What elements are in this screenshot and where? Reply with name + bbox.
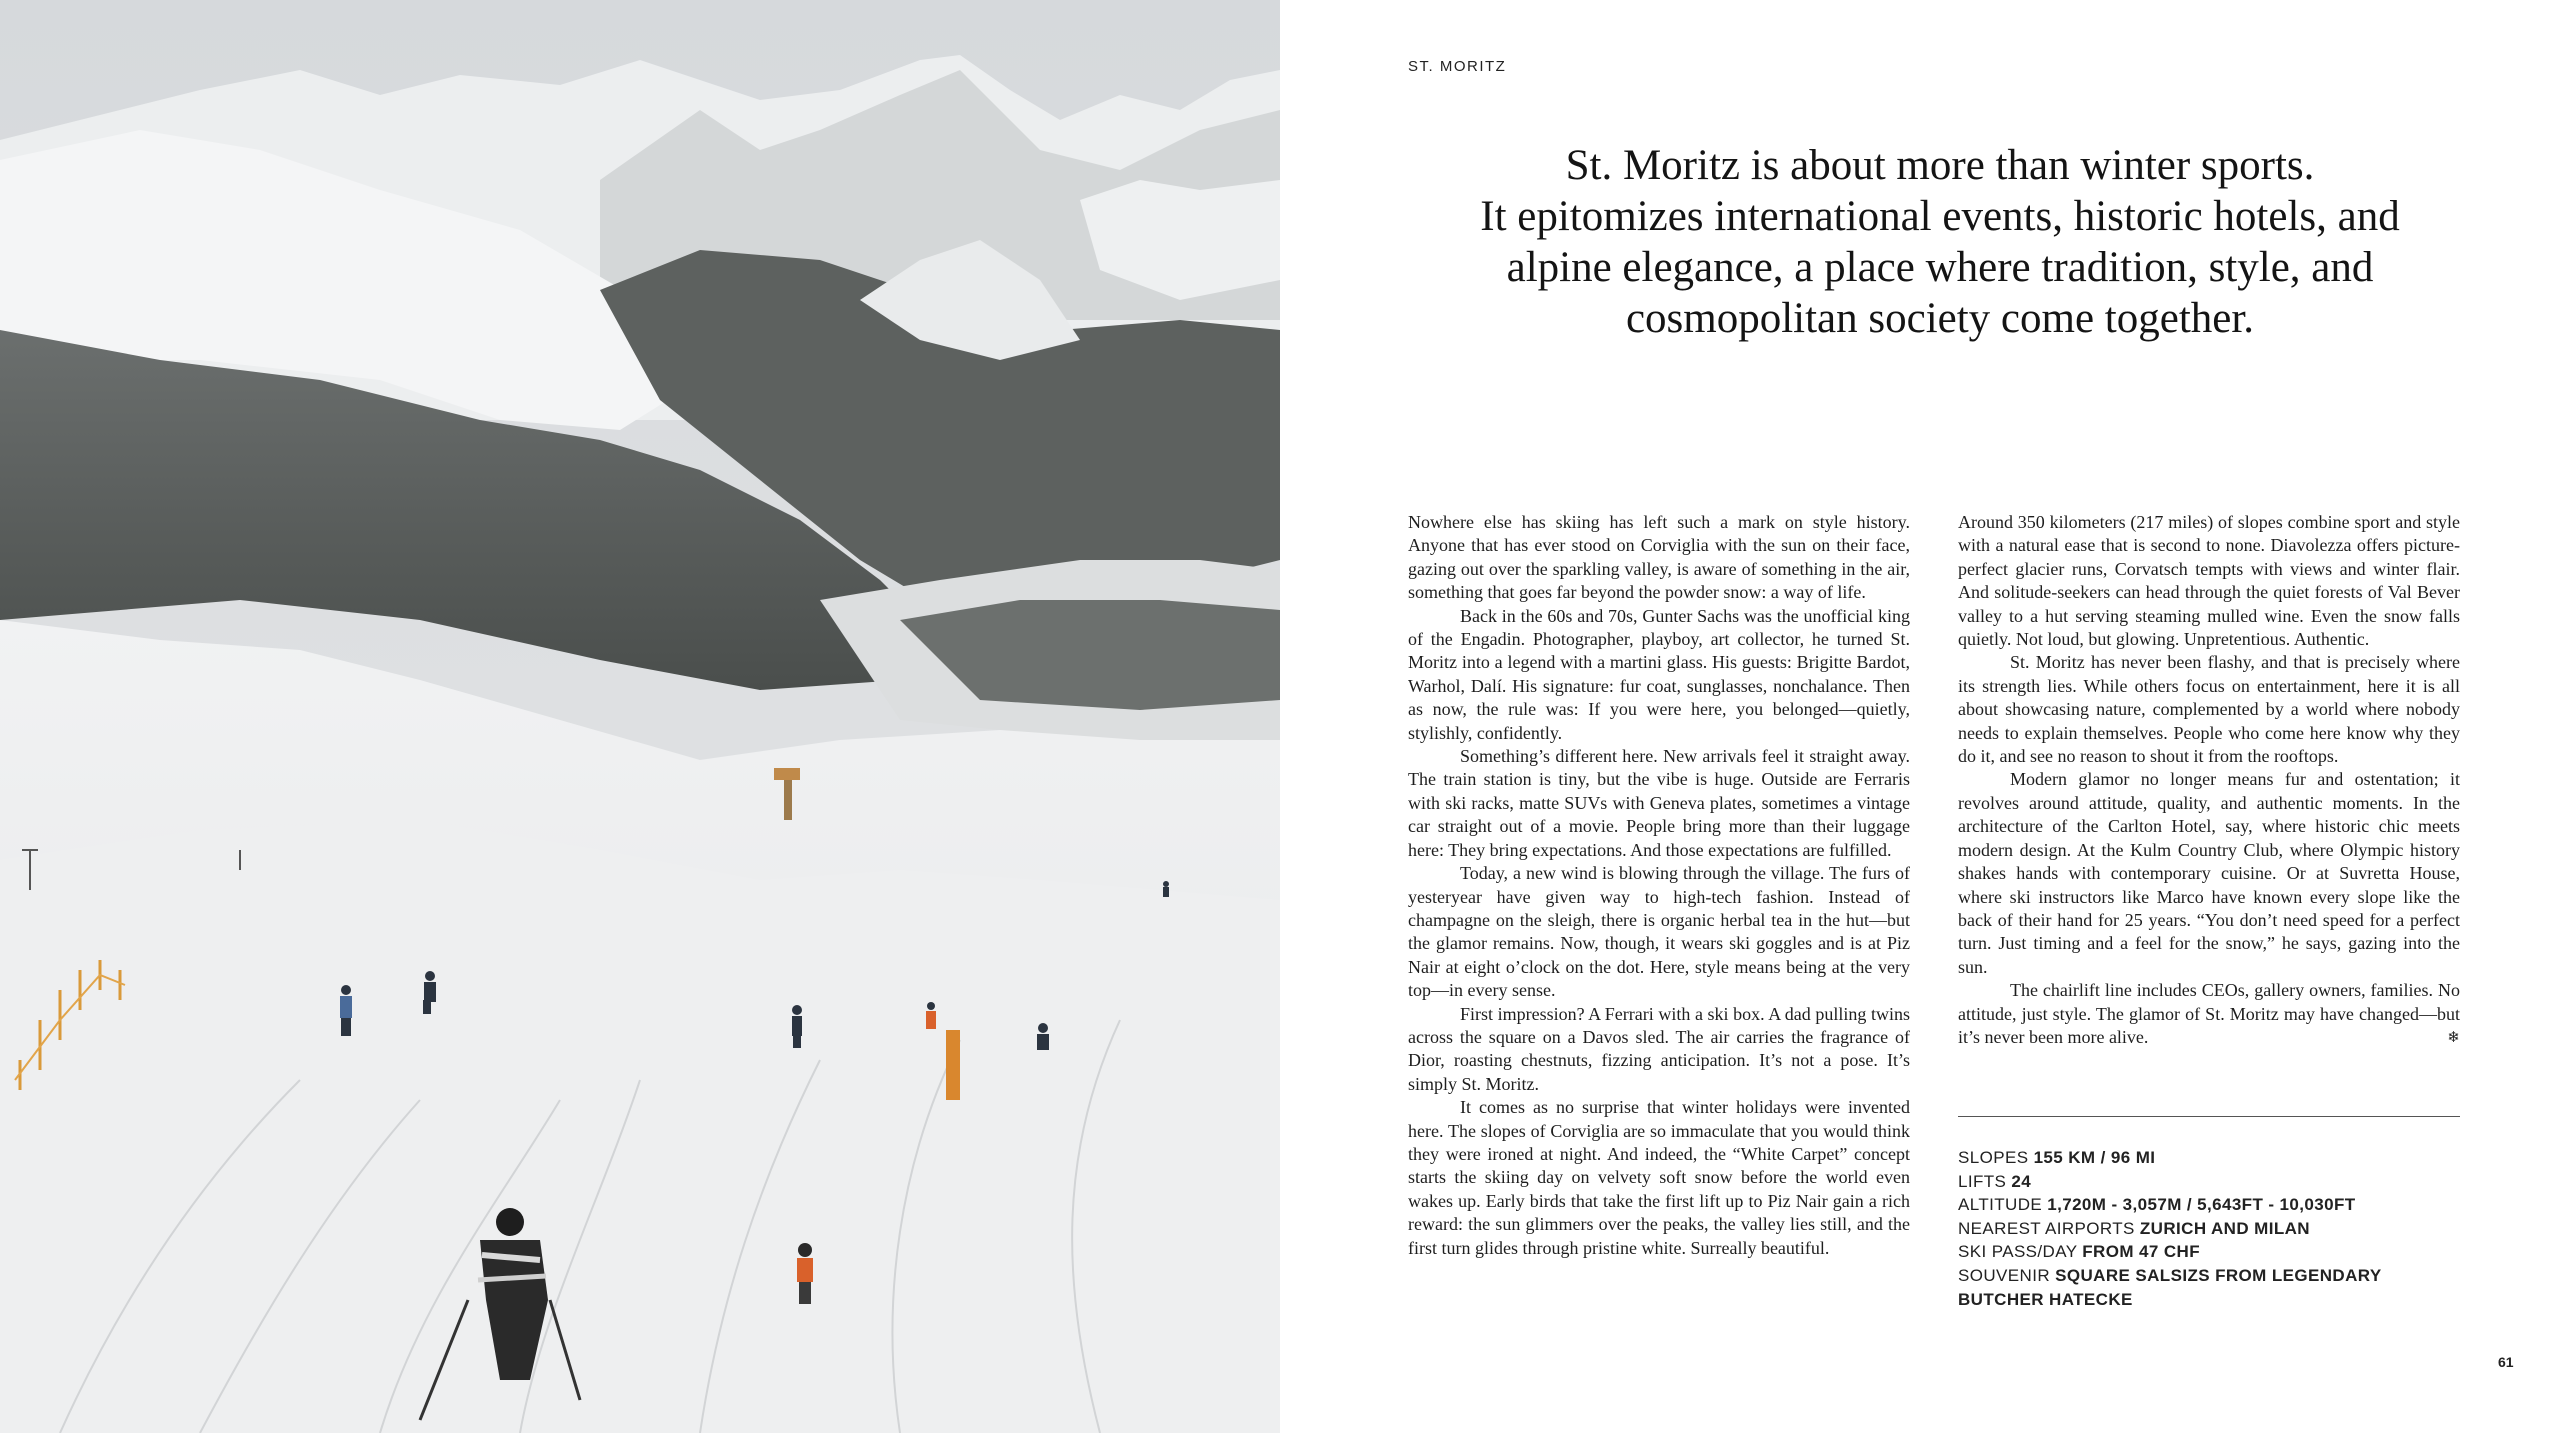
body-paragraph: Back in the 60s and 70s, Gunter Sachs was the unofficial king of the Engadin. Photographer, playboy, art collector, he turned St. Moritz into a legend with a martini glass. His guests: Brigitte Bardot, Warhol, Dalí. His signature: fur coat, sunglasses, nonchalance. Then as now, the rule was: If you were here, you belonged—quietly, stylishly, confidently. [1408,605,1910,743]
fact-key: SOUVENIR [1958,1265,2050,1285]
body-paragraph [1958,979,2460,1049]
snowflake-end-icon: ❄ [2447,1027,2460,1046]
body-paragraph: Today, a new wind is blowing through the village. The furs of yesteryear have given way to high-tech fashion. Instead of champagne on the sleigh, there is organic herbal tea in the hut—but the glamor remains. Now, though, it wears ski goggles and is at Piz Nair at eight o’clock on the dot. Here, style means being at the very top—in every sense. [1408,863,1910,1001]
fact-row-airports [1958,1217,2468,1241]
fact-key: SLOPES [1958,1148,2029,1167]
body-paragraph: Around 350 kilometers (217 miles) of slopes combine sport and style with a natural ease that is second to none. Diavolezza offers picture-perfect glacier runs, Corvatsch tempts with views and winter flair. And solitude-seekers can head through the quiet forests of Val Bever valley to a hut serving steaming mulled wine. Even the snow falls quietly. Not loud, but glowing. Unpretentious. Authentic. [1958,512,2460,650]
body-column-left [1408,511,1910,1260]
fact-value: ZURICH AND MILAN [2139,1218,2310,1238]
fact-value: FROM 47 CHF [2082,1242,2201,1262]
facts-divider [1958,1116,2460,1117]
pull-quote [1440,140,2440,344]
fact-value: 155 KM / 96 MI [2033,1148,2156,1167]
fact-row-lifts [1958,1170,2468,1194]
fact-key: ALTITUDE [1958,1195,2043,1215]
fact-row-ski-pass [1958,1240,2468,1264]
pull-quote-line: St. Moritz is about more than winter sports. [1565,142,2315,189]
body-paragraph: It comes as no surprise that winter holidays were invented here. The slopes of Corviglia are so immaculate that you would think they were ironed at night. And indeed, the “White Carpet” concept starts the skiing day on velvety soft snow before the world even wakes up. Early birds that take the first lift up to Piz Nair gain a rich reward: the sun glimmers over the peaks, the valley lies still, and the first turn glides through pristine white. Surreally beautiful. [1408,1097,1910,1258]
fact-value: 1,720M - 3,057M / 5,643FT - 10,030FT [2047,1195,2356,1215]
fact-box [1958,1146,2468,1311]
fact-row-altitude [1958,1193,2468,1217]
pull-quote-line: cosmopolitan society come together. [1625,295,2255,342]
body-paragraph: St. Moritz has never been flashy, and that is precisely where its strength lies. While others focus on entertainment, here it is all about showcasing nature, complemented by a world where nobody needs to explain themselves. People who come here know why they do it, and see no reason to shout it from the rooftops. [1958,652,2460,767]
fact-value: 24 [2011,1171,2032,1191]
fact-key: NEAREST AIRPORTS [1958,1218,2135,1238]
body-paragraph: Nowhere else has skiing has left such a mark on style history. Anyone that has ever stood on Corviglia with the sun on their face, gazing out over the sparkling valley, is aware of something in the air, something that goes far beyond the powder snow: a way of life. [1408,512,1910,603]
fact-row-slopes [1958,1146,2468,1170]
slope-marker-pole [946,1030,960,1100]
pull-quote-line: It epitomizes international events, historic hotels, and [1480,193,2400,240]
body-paragraph-text: The chairlift line includes CEOs, gallery owners, families. No attitude, just style. The glamor of St. Moritz may have changed—but it’s never been more alive. [1958,980,2460,1047]
body-paragraph: First impression? A Ferrari with a ski box. A dad pulling twins across the square on a Davos sled. The air carries the fragrance of Dior, roasting chestnuts, fizzing anticipation. It’s not a pose. It’s simply St. Moritz. [1408,1003,1910,1094]
section-label: ST. MORITZ [1408,58,1507,75]
fact-value: SQUARE SALSIZS FROM LEGENDARY BUTCHER HATECKE [1958,1265,2382,1309]
body-column-right [1958,511,2460,1049]
body-paragraph: Modern glamor no longer means fur and ostentation; it revolves around attitude, quality, and authentic moments. In the architecture of the Carlton Hotel, say, where historic chic meets modern design. At the Kulm Country Club, where Olympic history shakes hands with contemporary cuisine. Or at Suvretta House, where ski instructors like Marco have known every slope like the back of their hand for 25 years. “You don’t need speed for a perfect turn. Just timing and a feel for the snow,” he says, gazing into the sun. [1958,769,2460,977]
article-page [1280,0,2560,1433]
fact-key: LIFTS [1958,1171,2007,1191]
pull-quote-line: alpine elegance, a place where tradition, style, and [1506,244,2374,291]
body-paragraph: Something’s different here. New arrivals feel it straight away. The train station is tiny, but the vibe is huge. Outside are Ferraris with ski racks, matte SUVs with Geneva plates, sometimes a vintage car straight out of a movie. People bring more than their luggage here: They bring expectations. And those expectations are fulfilled. [1408,746,1910,860]
fact-key: SKI PASS/DAY [1958,1242,2078,1262]
page-number: 61 [2498,1354,2514,1370]
fact-row-souvenir [1958,1264,2468,1311]
skier-orange-jacket [797,1243,813,1304]
